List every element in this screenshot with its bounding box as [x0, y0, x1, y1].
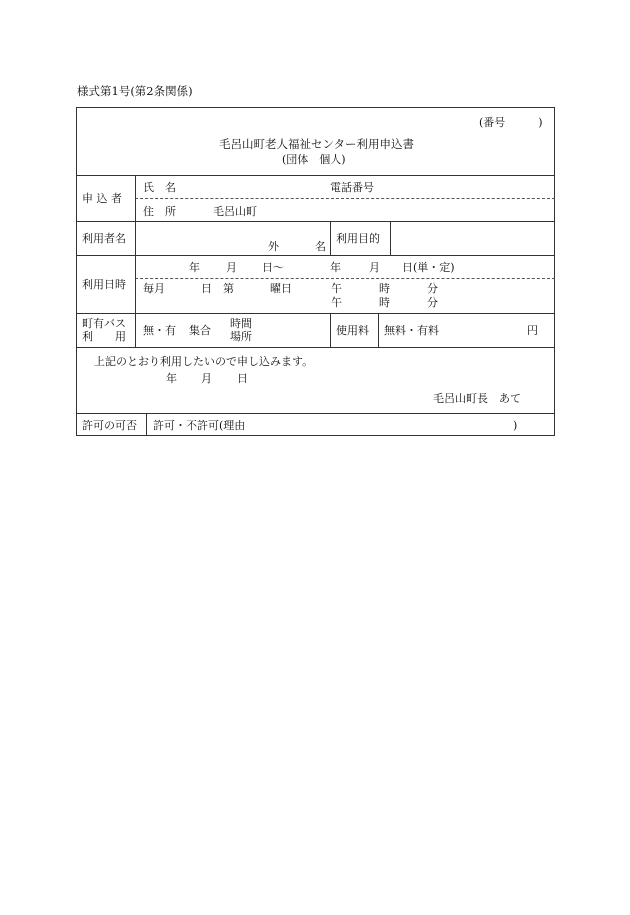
end-year: 年 [330, 261, 341, 274]
row-divider [76, 221, 555, 222]
row-divider [76, 313, 555, 314]
every-month-label: 毎月 [143, 282, 165, 295]
hour-label-2: 時 [379, 296, 390, 309]
label-column-divider [135, 175, 136, 347]
gathering-time-label: 時間 [230, 317, 252, 330]
fee-value: 無料・有料 [384, 324, 439, 337]
hour-label-1: 時 [379, 282, 390, 295]
purpose-divider-right [390, 221, 391, 255]
group-individual-label: (団体 個人) [282, 153, 346, 166]
address-value: 毛呂山町 [213, 205, 257, 218]
user-name-label: 利用者名 [82, 232, 126, 245]
form-title: 毛呂山町老人福祉センター利用申込書 [219, 137, 415, 151]
declaration-year: 年 [166, 372, 177, 385]
minute-label-2: 分 [427, 296, 438, 309]
noon-label-1: 午 [331, 282, 342, 295]
row-divider [76, 175, 555, 176]
phone-label: 電話番号 [330, 181, 374, 194]
permission-value: 許可・不許可(理由 [153, 419, 246, 432]
end-day-type: 日(単・定) [402, 261, 455, 274]
row-divider [76, 255, 555, 256]
gathering-place-label: 場所 [230, 330, 252, 343]
outside-label: 外 [268, 240, 279, 253]
declaration-text: 上記のとおり利用したいので申し込みます。 [94, 355, 314, 368]
permission-close-paren: ) [513, 419, 518, 432]
people-count-label: 名 [315, 240, 326, 253]
noon-label-2: 午 [331, 296, 342, 309]
bus-yes-no: 無・有 [143, 324, 176, 337]
yen-label: 円 [527, 324, 538, 337]
applicant-label: 申 込 者 [82, 192, 122, 205]
address-label: 住 所 [143, 205, 176, 218]
number-label: (番号 ) [479, 116, 543, 129]
minute-label-1: 分 [427, 282, 438, 295]
fee-divider-left [330, 313, 331, 347]
applicant-dashed-divider [135, 198, 555, 199]
weekday-label: 曜日 [270, 282, 292, 295]
addressee-label: 毛呂山町長 あて [433, 392, 521, 405]
purpose-label: 利用目的 [336, 232, 380, 245]
start-year: 年 [189, 261, 200, 274]
row-divider [76, 413, 555, 414]
usage-date-label: 利用日時 [82, 278, 126, 291]
bus-label-line1: 町有バス [82, 317, 126, 330]
date-dashed-divider [135, 278, 555, 279]
name-label: 氏 名 [143, 181, 176, 194]
day-nth-label: 日 第 [201, 282, 234, 295]
form-number-label: 様式第1号(第2条関係) [77, 84, 193, 98]
permission-label: 許可の可否 [82, 419, 137, 432]
start-month: 月 [226, 261, 237, 274]
declaration-month: 月 [201, 372, 212, 385]
start-day: 日～ [262, 261, 284, 274]
fee-label: 使用料 [336, 324, 369, 337]
purpose-divider-left [330, 221, 331, 255]
permission-divider [146, 413, 147, 436]
end-month: 月 [369, 261, 380, 274]
gathering-label: 集合 [189, 324, 211, 337]
row-divider [76, 347, 555, 348]
declaration-day: 日 [237, 372, 248, 385]
bus-label-line2: 利 用 [82, 330, 126, 343]
fee-divider-right [378, 313, 379, 347]
